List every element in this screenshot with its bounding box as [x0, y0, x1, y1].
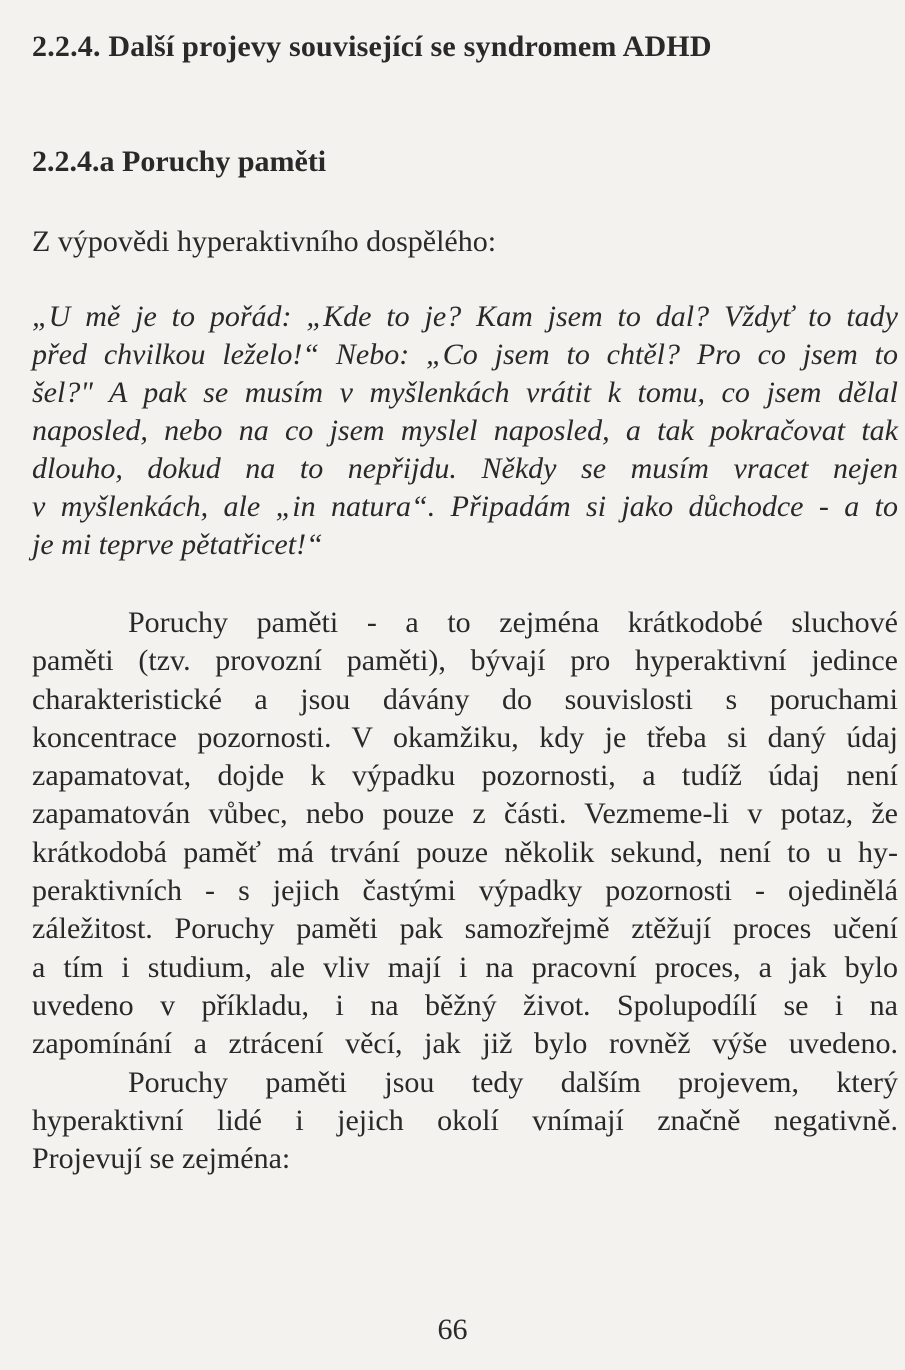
body-line: paměti (tzv. provozní paměti), bývají pro hyperaktivní jedince	[32, 644, 898, 678]
body-line: záležitost. Poruchy paměti pak samozřejmě ztěžují proces učení	[32, 912, 898, 946]
body-line: a tím i studium, ale vliv mají i na pracovní proces, a jak bylo	[32, 950, 898, 984]
body-line: zapomínání a ztrácení věcí, jak již bylo rovněž výše uvedeno.	[32, 1027, 898, 1061]
body-line: hyperaktivní lidé i jejich okolí vnímají značně negativně.	[32, 1103, 898, 1137]
intro-line: Z výpovědi hyperaktivního dospělého:	[32, 225, 497, 258]
body-line: Projevují se zejména:	[32, 1142, 291, 1176]
quote-block	[32, 298, 898, 564]
quote-line: šel?" A pak se musím v myšlenkách vrátit k tomu, co jsem dělal	[32, 376, 898, 409]
body-line: peraktivních - s jejich častými výpadky pozornosti - ojedinělá	[32, 874, 898, 908]
body-line: koncentrace pozornosti. V okamžiku, kdy je třeba si daný údaj	[32, 720, 898, 754]
quote-line: v myšlenkách, ale „in natura“. Připadám si jako důchodce - a to	[32, 490, 898, 523]
quote-line: naposled, nebo na co jsem myslel naposled, a tak pokračovat tak	[32, 414, 898, 447]
quote-line: dlouho, dokud na to nepřijdu. Někdy se musím vracet nejen	[32, 452, 898, 485]
body-text	[32, 604, 898, 1178]
body-line: zapamatován vůbec, nebo pouze z části. Vezmeme-li v potaz, že	[32, 797, 898, 831]
body-line: zapamatovat, dojde k výpadku pozornosti, a tudíž údaj není	[32, 759, 898, 793]
page-number: 66	[437, 1313, 468, 1346]
body-line: uvedeno v příkladu, i na běžný život. Spolupodílí se i na	[32, 988, 898, 1022]
body-line: krátkodobá paměť má trvání pouze několik sekund, není to u hy-	[32, 835, 898, 869]
quote-line: před chvilkou leželo!“ Nebo: „Co jsem to chtěl? Pro co jsem to	[32, 338, 898, 371]
body-line: Poruchy paměti jsou tedy dalším projevem, který	[128, 1065, 898, 1099]
quote-line: „U mě je to pořád: „Kde to je? Kam jsem to dal? Vždyť to tady	[32, 300, 898, 333]
section-heading: 2.2.4. Další projevy související se syndromem ADHD	[32, 30, 712, 63]
quote-line: je mi teprve pětatřicet!“	[32, 528, 323, 561]
subsection-heading: 2.2.4.a Poruchy paměti	[32, 145, 327, 178]
body-line: Poruchy paměti - a to zejména krátkodobé sluchové	[128, 606, 898, 639]
body-line: charakteristické a jsou dávány do souvislosti s poruchami	[32, 682, 898, 716]
